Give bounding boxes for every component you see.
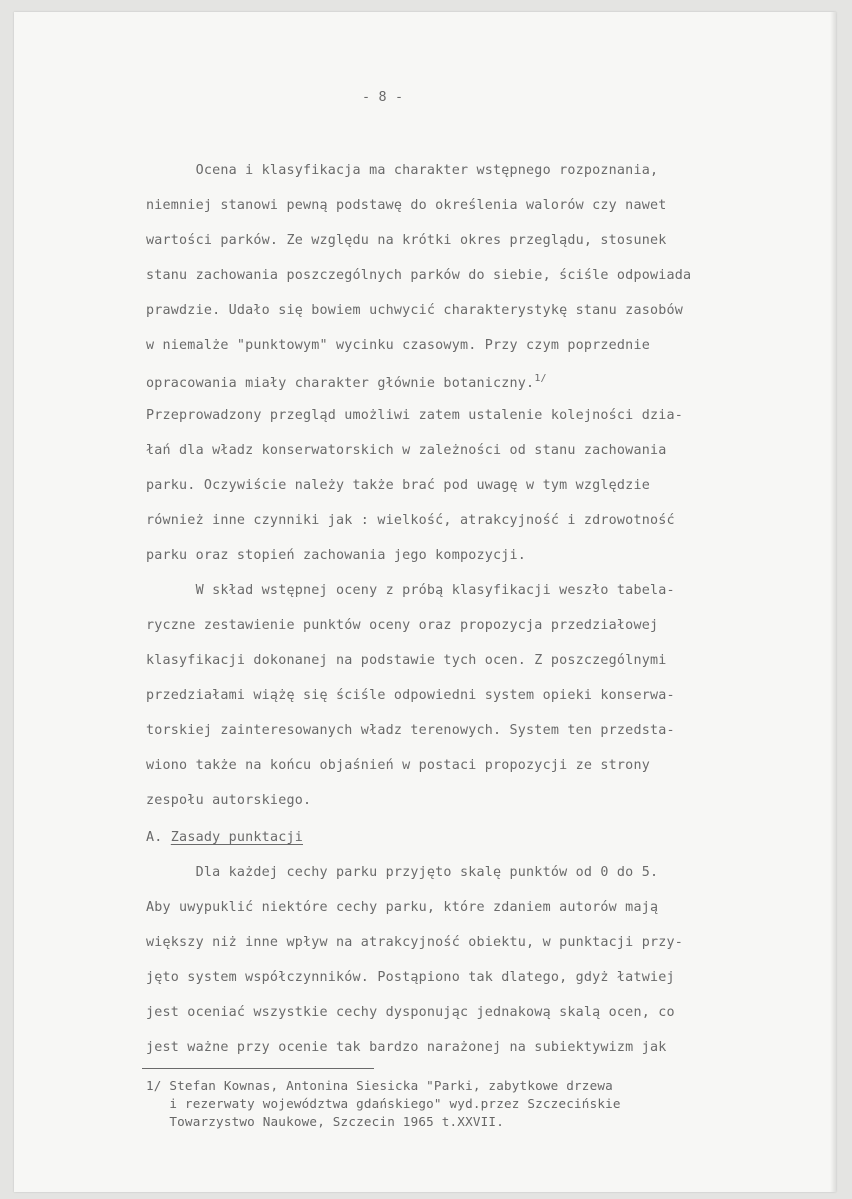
text-line: Aby uwypuklić niektóre cechy parku, które zdaniem autorów mają bbox=[146, 900, 659, 915]
text-line-with-footnote bbox=[146, 373, 547, 391]
text-line: parku oraz stopień zachowania jego kompozycji. bbox=[146, 548, 527, 563]
text-line: parku. Oczywiście należy także brać pod uwagę w tym względzie bbox=[146, 478, 650, 493]
text-line: Przeprowadzony przegląd umożliwi zatem ustalenie kolejności dzia- bbox=[146, 408, 684, 423]
footnote-line: Towarzystwo Naukowe, Szczecin 1965 t.XXVII. bbox=[146, 1114, 504, 1129]
text-line: większy niż inne wpływ na atrakcyjność obiektu, w punktacji przy- bbox=[146, 935, 684, 950]
text-line: torskiej zainteresowanych władz terenowych. System ten przedsta- bbox=[146, 723, 675, 738]
section-title: Zasady punktacji bbox=[170, 830, 303, 845]
footnote-line: 1/ Stefan Kownas, Antonina Siesicka "Parki, zabytkowe drzewa bbox=[146, 1078, 613, 1093]
text-line: zespołu autorskiego. bbox=[146, 793, 312, 808]
text-line: ryczne zestawienie punktów oceny oraz propozycja przedziałowej bbox=[146, 618, 659, 633]
footnote-divider bbox=[142, 1068, 374, 1069]
text-line: wiono także na końcu objaśnień w postaci propozycji ze strony bbox=[146, 758, 650, 773]
text-line: w niemalże "punktowym" wycinku czasowym. Przy czym poprzednie bbox=[146, 338, 650, 353]
text-line: jest ważne przy ocenie tak bardzo narażonej na subiektywizm jak bbox=[146, 1040, 667, 1055]
text-line: łań dla władz konserwatorskich w zależności od stanu zachowania bbox=[146, 443, 667, 458]
text-line: przedziałami wiążę się ściśle odpowiedni system opieki konserwa- bbox=[146, 688, 675, 703]
text-line: również inne czynniki jak : wielkość, atrakcyjność i zdrowotność bbox=[146, 513, 675, 528]
text-line: Dla każdej cechy parku przyjęto skalę punktów od 0 do 5. bbox=[146, 865, 659, 880]
section-letter: A. bbox=[146, 830, 163, 845]
text-line: jęto system współczynników. Postąpiono tak dlatego, gdyż łatwiej bbox=[146, 970, 675, 985]
footnote-marker: 1/ bbox=[534, 373, 547, 384]
text-line: opracowania miały charakter głównie botaniczny. bbox=[146, 376, 535, 391]
text-line: prawdzie. Udało się bowiem uchwycić charakterystykę stanu zasobów bbox=[146, 303, 684, 318]
page-number: - 8 - bbox=[362, 90, 404, 105]
text-line: W skład wstępnej oceny z próbą klasyfikacji weszło tabela- bbox=[146, 583, 675, 598]
document-page bbox=[14, 12, 836, 1192]
text-line: stanu zachowania poszczególnych parków do siebie, ściśle odpowiada bbox=[146, 268, 692, 283]
section-heading bbox=[146, 830, 303, 845]
text-line: wartości parków. Ze względu na krótki okres przeglądu, stosunek bbox=[146, 233, 667, 248]
footnote-line: i rezerwaty województwa gdańskiego" wyd.przez Szczecińskie bbox=[146, 1096, 621, 1111]
text-line: klasyfikacji dokonanej na podstawie tych ocen. Z poszczególnymi bbox=[146, 653, 667, 668]
text-line: Ocena i klasyfikacja ma charakter wstępnego rozpoznania, bbox=[146, 163, 659, 178]
text-line: niemniej stanowi pewną podstawę do określenia walorów czy nawet bbox=[146, 198, 667, 213]
text-line: jest oceniać wszystkie cechy dysponując jednakową skalą ocen, co bbox=[146, 1005, 675, 1020]
